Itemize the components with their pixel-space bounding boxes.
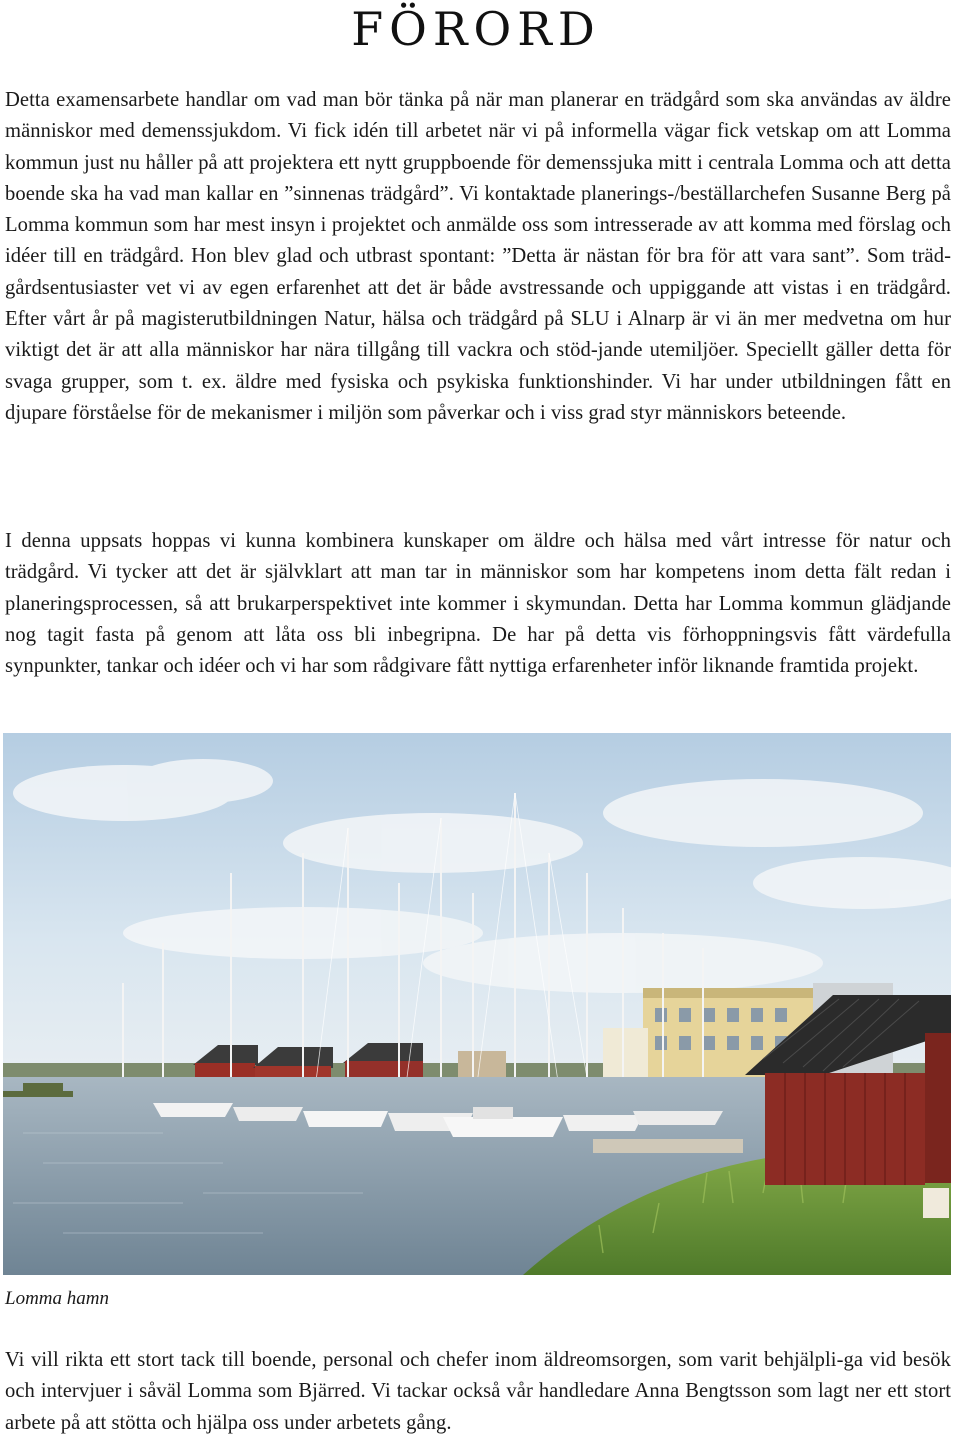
page-title: FÖRORD [351, 2, 601, 56]
harbor-photo [3, 733, 951, 1275]
intro-paragraph: Detta examensarbete handlar om vad man bör tänka på när man planerar en trädgård som ska användas av äldre människor med demenssjukdom. Vi fick idén till arbetet när vi på informella vägar fick vetskap om att Lomma kommun just nu håller på att projektera ett nytt gruppboende för demenssjuka mitt i centrala Lomma och att detta boende ska ha vad man kallar en ”sinnenas trädgård”. Vi kontaktade planerings-/beställarchefen Susanne Berg på Lomma kommun som har mest insyn i projektet och anmälde oss som intresserade av att komma med förslag och idéer till en trädgård. Hon blev glad och utbrast spontant: ”Detta är nästan för bra för att vara sant”. Som träd-gårdsentusiaster vet vi av egen erfarenhet att det är både avstressande och uppiggande att vistas i en trädgård. Efter vårt år på magisterutbildningen Natur, hälsa och trädgård på SLU i Alnarp är vi än mer medvetna om hur viktigt det är att alla människor har nära tillgång till vackra och stöd-jande utemiljöer. Speciellt gäller detta för svaga grupper, som t. ex. äldre med fysiska och psykiska funktionshinder. Vi har under utbildningen fått en djupare förståelse för de mekanismer i miljön som påverkar och i viss grad styr människors beteende. [5, 89, 951, 424]
photo-caption: Lomma hamn [5, 1288, 109, 1309]
purpose-paragraph: I denna uppsats hoppas vi kunna kombinera kunskaper om äldre och hälsa med vårt intresse för natur och trädgård. Vi tycker att det är självklart att man tar in människor som har kompetens inom detta fält redan i planeringsprocessen, så att brukarperspektivet inte kommer i skymundan. Detta har Lomma kommun glädjande nog tagit fasta på genom att låta oss bli inbegripna. De har på detta vis förhoppningsvis fått värdefulla synpunkter, tankar och idéer och vi har som rådgivare fått nyttiga erfarenheter inför liknande framtida projekt. [5, 530, 951, 678]
thanks-paragraph: Vi vill rikta ett stort tack till boende, personal och chefer inom äldreomsorgen, som varit behjälpli-ga vid besök och intervjuer i såväl Lomma som Bjärred. Vi tackar också vår handledare Anna Bengtsson som lagt ner ett stort arbete på att stötta och hjälpa oss under arbetets gång. [5, 1349, 951, 1434]
